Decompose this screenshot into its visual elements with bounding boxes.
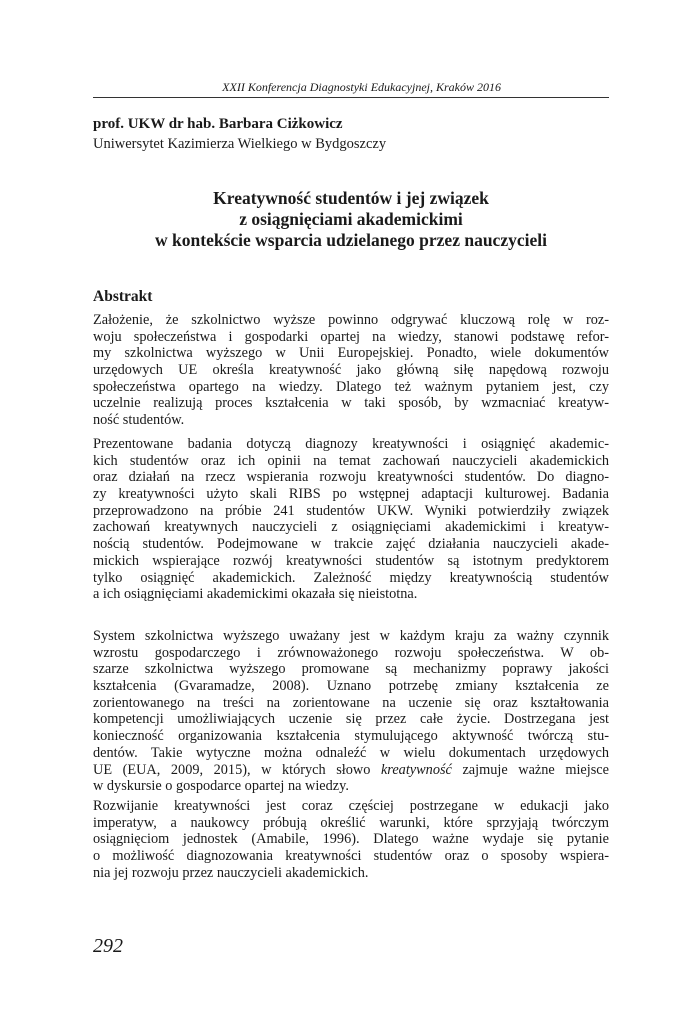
body-paragraph-2 <box>93 798 609 881</box>
text-line: dentów. Takie wytyczne można odnaleźć w wielu dokumentach urzędowych <box>93 744 609 761</box>
text-line: ność studentów. <box>93 412 185 429</box>
text-line: mickich wspierające rozwój kreatywności studentów są istotnym predyktorem <box>93 552 609 569</box>
text-line: konieczność organizowania kształcenia stymulującego aktywność twórczą stu- <box>93 728 609 745</box>
text-line: zachowań kreatywnych nauczycieli z osiągnięciami akademickimi i kreatyw- <box>93 519 609 536</box>
text-line: kich studentów oraz ich opinii na temat zachowań nauczycieli akademickich <box>93 452 609 469</box>
abstract-heading: Abstrakt <box>93 288 153 305</box>
text-line: woju społeczeństwa i gospodarki opartej na wiedzy, stanowi podstawę refor- <box>93 328 609 345</box>
text-line: społeczeństwa opartego na wiedzy. Dlatego też ważnym pytaniem jest, czy <box>93 378 609 395</box>
text-line: urzędowych UE określa kreatywność jako główną siłę napędową rozwoju <box>93 362 609 379</box>
text-line: zorientowanego na treści na zorientowane na uczenie się oraz kształtowania <box>93 694 609 711</box>
author-name: prof. UKW dr hab. Barbara Ciżkowicz <box>93 116 343 132</box>
text-line: tylko osiągnięć akademickich. Zależność między kreatywnością studentów <box>93 569 609 586</box>
text-run: zajmuje ważne miejsce <box>451 761 609 778</box>
text-line: zy kreatywności użyto skali RIBS po wstępnej adaptacji kulturowej. Badania <box>93 486 609 503</box>
title-line: z osiągnięciami akademickimi <box>239 209 463 229</box>
text-line: imperatyw, a naukowcy próbują określić warunki, które sprzyjają twórczym <box>93 814 609 831</box>
text-line: osiągnięciom jednostek (Amabile, 1996). Dlatego ważne wydaje się pytanie <box>93 831 609 848</box>
text-line: uczelnie realizują proces kształcenia w taki sposób, by wzmacniać kreatyw- <box>93 395 609 412</box>
text-line: Prezentowane badania dotyczą diagnozy kreatywności i osiągnięć akademic- <box>93 436 609 452</box>
author-affiliation: Uniwersytet Kazimierza Wielkiego w Bydgoszczy <box>93 136 387 152</box>
abstract-paragraph-2 <box>93 436 609 603</box>
body-paragraph-1 <box>93 628 609 795</box>
page-number: 292 <box>93 935 123 957</box>
text-line: nością studentów. Podejmowane w trakcie zajęć działania nauczycieli akade- <box>93 536 609 553</box>
text-line: my szkolnictwa wyższego w Unii Europejskiej. Ponadto, wiele dokumentów <box>93 345 609 362</box>
running-header: XXII Konferencja Diagnostyki Edukacyjnej, Kraków 2016 <box>222 80 501 94</box>
text-line: przeprowadzono na próbie 241 studentów UKW. Wyniki potwierdziły związek <box>93 502 609 519</box>
text-line: o możliwość diagnozowania kreatywności studentów oraz o sposoby wspiera- <box>93 848 609 865</box>
text-line: System szkolnictwa wyższego uważany jest w każdym kraju za ważny czynnik <box>93 628 609 644</box>
text-line: wzrostu gospodarczego i zrównoważonego rozwoju społeczeństwa. W ob- <box>93 644 609 661</box>
text-line: nia jej rozwoju przez nauczycieli akademickich. <box>93 864 369 881</box>
abstract-paragraph-1 <box>93 312 609 429</box>
text-line: w dyskursie o gospodarce opartej na wiedzy. <box>93 778 349 795</box>
title-line: w kontekście wsparcia udzielanego przez nauczycieli <box>155 230 547 250</box>
text-run: UE (EUA, 2009, 2015), w których słowo <box>93 761 381 778</box>
emphasis-kreatywnosc: kreatywność <box>380 761 452 778</box>
text-line: a ich osiągnięciami akademickimi okazała się nieistotna. <box>93 586 418 603</box>
text-line: szarze szkolnictwa wyższego promowane są mechanizmy poprawy jakości <box>93 661 609 678</box>
paper-title <box>93 188 609 251</box>
text-line-with-emphasis <box>93 762 609 779</box>
header-rule <box>93 97 609 98</box>
text-line: oraz działań na rzecz wspierania rozwoju kreatywności studentów. Do diagno- <box>93 469 609 486</box>
text-line: Rozwijanie kreatywności jest coraz częściej postrzegane w edukacji jako <box>93 798 609 814</box>
text-line: kształcenia (Gvaramadze, 2008). Uznano potrzebę zmiany kształcenia ze <box>93 678 609 695</box>
text-line: kompetencji umożliwiających uczenie się przez całe życie. Dostrzegana jest <box>93 711 609 728</box>
text-line: Założenie, że szkolnictwo wyższe powinno odgrywać kluczową rolę w roz- <box>93 312 609 328</box>
title-line: Kreatywność studentów i jej związek <box>213 188 489 208</box>
